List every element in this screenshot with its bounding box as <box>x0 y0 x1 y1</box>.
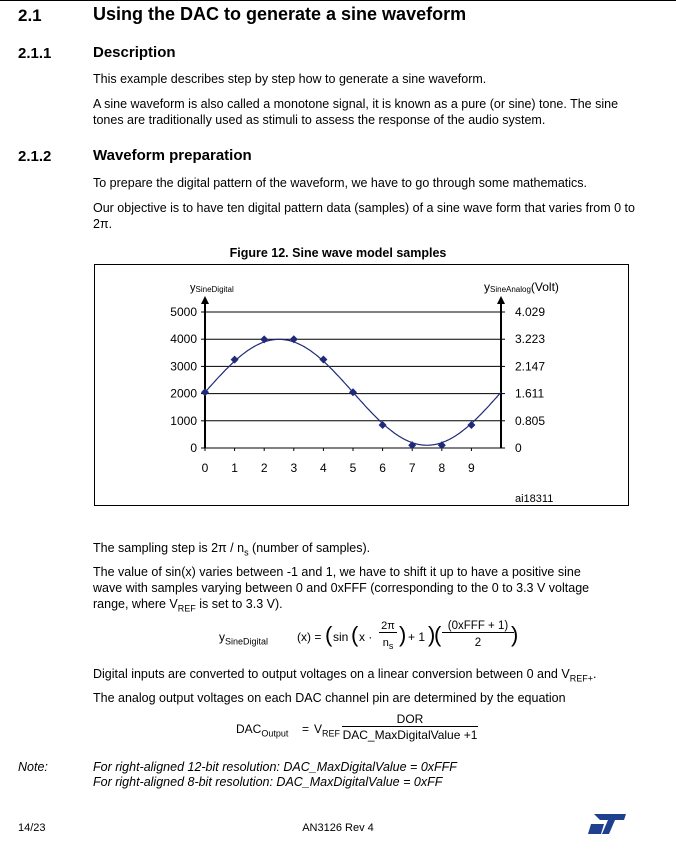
footer-doc-id: AN3126 Rev 4 <box>302 822 374 834</box>
figure-caption: Figure 12. Sine wave model samples <box>229 246 447 260</box>
left-tick-label: 2000 <box>170 386 197 401</box>
right-tick-label: 0.805 <box>515 413 546 428</box>
shift-line-2: wave with samples varying between 0 and 0xFFF (corresponding to the 0 to 3.3 V voltage <box>93 581 590 595</box>
x-tick-label: 1 <box>231 461 238 475</box>
x-tick-label: 7 <box>408 461 416 475</box>
sample-point <box>260 335 268 343</box>
x-tick-label: 0 <box>201 461 209 475</box>
right-axis-arrow-icon <box>497 296 505 304</box>
st-logo-icon <box>588 812 628 836</box>
shift-line-1: The value of sin(x) varies between -1 and 1, we have to shift it up to have a positive sine <box>93 565 581 579</box>
sample-point <box>379 421 387 429</box>
subsection-number-description: 2.1.1 <box>18 45 52 62</box>
sine-digital-formula: $y_{SineDigital}$ (x) = ( sin ( x · 2π $n_s$ ) + 1 ) ( (0xFFF + 1) 2 ) <box>219 620 519 652</box>
right-tick-label: 4.029 <box>515 305 546 319</box>
section-number: 2.1 <box>18 6 42 25</box>
sampling-step-text: The sampling step is $2\pi / n_s$ (number of samples). <box>93 541 371 558</box>
dac-output-formula: $DAC_{Output}$ = $V_{REF}$ DOR DAC_MaxDigitalValue +1 <box>236 712 478 742</box>
x-tick-label: 9 <box>468 461 475 475</box>
footer-page-number: 14/23 <box>18 822 46 834</box>
top-rule <box>0 0 676 1</box>
x-tick-label: 3 <box>290 461 298 475</box>
description-paragraph-2: A sine waveform is also called a monotone signal, it is known as a pure (or sine) tone. The sine tones are traditionally used as stimuli to assess the response of the audio system. <box>93 97 619 127</box>
sample-point <box>231 356 239 364</box>
left-tick-label: 5000 <box>170 305 197 319</box>
x-tick-label: 6 <box>379 461 386 475</box>
subsection-title-description: Description <box>93 44 176 61</box>
left-axis-arrow-icon <box>201 296 209 304</box>
shift-line-3: range, where $V_{REF}$ is set to 3.3 V). <box>93 597 283 614</box>
note-line-1: For right-aligned 12-bit resolution: DAC_MaxDigitalValue = 0xFFF <box>93 760 457 774</box>
right-axis-title: ySineAnalog(Volt) <box>484 280 559 294</box>
sine-chart-frame <box>94 264 629 506</box>
conversion-line-2: The analog output voltages on each DAC channel pin are determined by the equation <box>93 691 566 705</box>
left-tick-label: 1000 <box>170 413 197 428</box>
right-tick-label: 3.223 <box>515 332 546 347</box>
sine-chart <box>95 265 630 507</box>
right-tick-label: 2.147 <box>515 359 546 374</box>
x-tick-label: 8 <box>438 461 446 475</box>
x-tick-label: 4 <box>320 461 327 475</box>
left-tick-label: 4000 <box>170 332 197 347</box>
left-tick-label: 3000 <box>170 359 197 374</box>
left-tick-label: 0 <box>190 441 197 455</box>
conversion-line-1: Digital inputs are converted to output voltages on a linear conversion between 0 and $V_{REF+}$. <box>93 667 597 684</box>
x-tick-label: 2 <box>260 461 268 475</box>
subsection-title-preparation: Waveform preparation <box>93 147 252 164</box>
preparation-paragraph-1: To prepare the digital pattern of the waveform, we have to go through some mathematics. <box>93 176 588 190</box>
sample-point <box>290 335 298 343</box>
subsection-number-preparation: 2.1.2 <box>18 148 52 165</box>
description-paragraph-1: This example describes step by step how to generate a sine waveform. <box>93 72 487 86</box>
left-axis-title: ySineDigital <box>190 282 234 294</box>
note-line-2: For right-aligned 8-bit resolution: DAC_MaxDigitalValue = 0xFF <box>93 775 443 789</box>
figure-id: ai18311 <box>515 493 554 505</box>
preparation-paragraph-2: Our objective is to have ten digital pattern data (samples) of a sine wave form that varies from 0 to 2π. <box>93 201 635 231</box>
sample-point <box>319 356 327 364</box>
x-tick-label: 5 <box>349 461 357 475</box>
section-title: Using the DAC to generate a sine waveform <box>93 4 467 24</box>
sample-point <box>467 421 475 429</box>
right-tick-label: 1.611 <box>515 386 545 401</box>
note-label: Note: <box>18 760 48 774</box>
right-tick-label: 0 <box>515 441 522 455</box>
